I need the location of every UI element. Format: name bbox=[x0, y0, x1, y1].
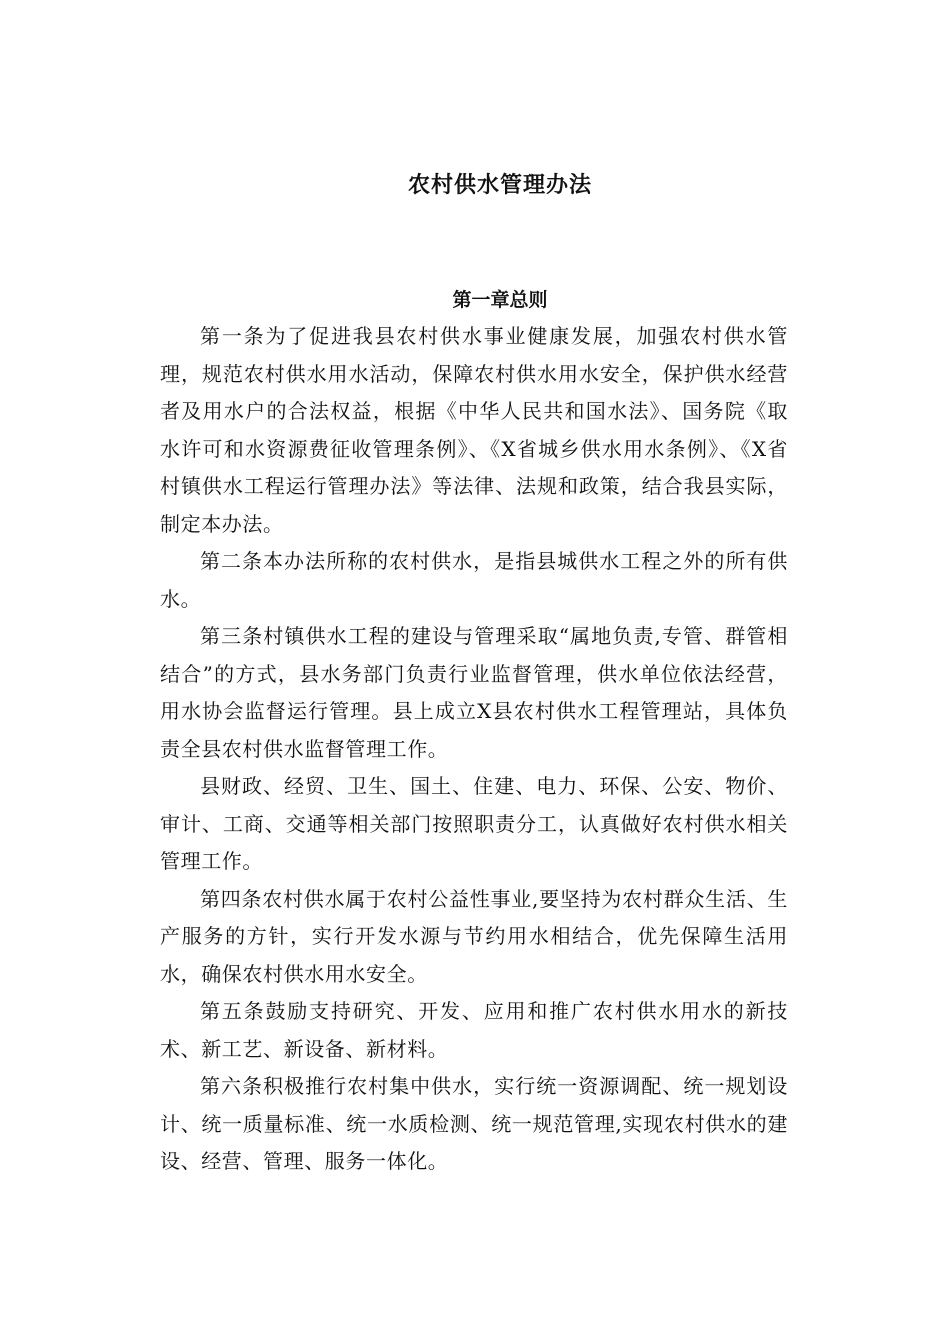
document-body bbox=[160, 318, 788, 1181]
article-6-paragraph: 第六条积极推行农村集中供水，实行统一资源调配、统一规划设计、统一质量标准、统一水质检测、统一规范管理,实现农村供水的建设、经营、管理、服务一体化。 bbox=[160, 1074, 788, 1173]
article-1-paragraph: 第一条为了促进我县农村供水事业健康发展，加强农村供水管理，规范农村供水用水活动，保障农村供水用水安全，保护供水经营者及用水户的合法权益，根据《中华人民共和国水法》、国务院《取水许可和水资源费征收管理条例》、《X省城乡供水用水条例》、《X省村镇供水工程运行管理办法》等法律、法规和政策，结合我县实际，制定本办法。 bbox=[160, 324, 788, 536]
chapter-title: 第一章总则 bbox=[452, 289, 548, 311]
document-title: 农村供水管理办法 bbox=[407, 173, 592, 198]
article-3-paragraph: 第三条村镇供水工程的建设与管理采取“属地负责,专管、群管相结合”的方式，县水务部门负责行业监督管理，供水单位依法经营，用水协会监督运行管理。县上成立X县农村供水工程管理站，具体负责全县农村供水监督管理工作。 bbox=[160, 624, 788, 761]
article-2-paragraph: 第二条本办法所称的农村供水，是指县城供水工程之外的所有供水。 bbox=[160, 549, 788, 611]
article-3-continuation-paragraph: 县财政、经贸、卫生、国土、住建、电力、环保、公安、物价、审计、工商、交通等相关部门按照职责分工，认真做好农村供水相关管理工作。 bbox=[160, 774, 788, 873]
article-5-paragraph: 第五条鼓励支持研究、开发、应用和推广农村供水用水的新技术、新工艺、新设备、新材料。 bbox=[160, 999, 788, 1061]
article-4-paragraph: 第四条农村供水属于农村公益性事业,要坚持为农村群众生活、生产服务的方针，实行开发水源与节约用水相结合，优先保障生活用水，确保农村供水用水安全。 bbox=[160, 886, 788, 986]
